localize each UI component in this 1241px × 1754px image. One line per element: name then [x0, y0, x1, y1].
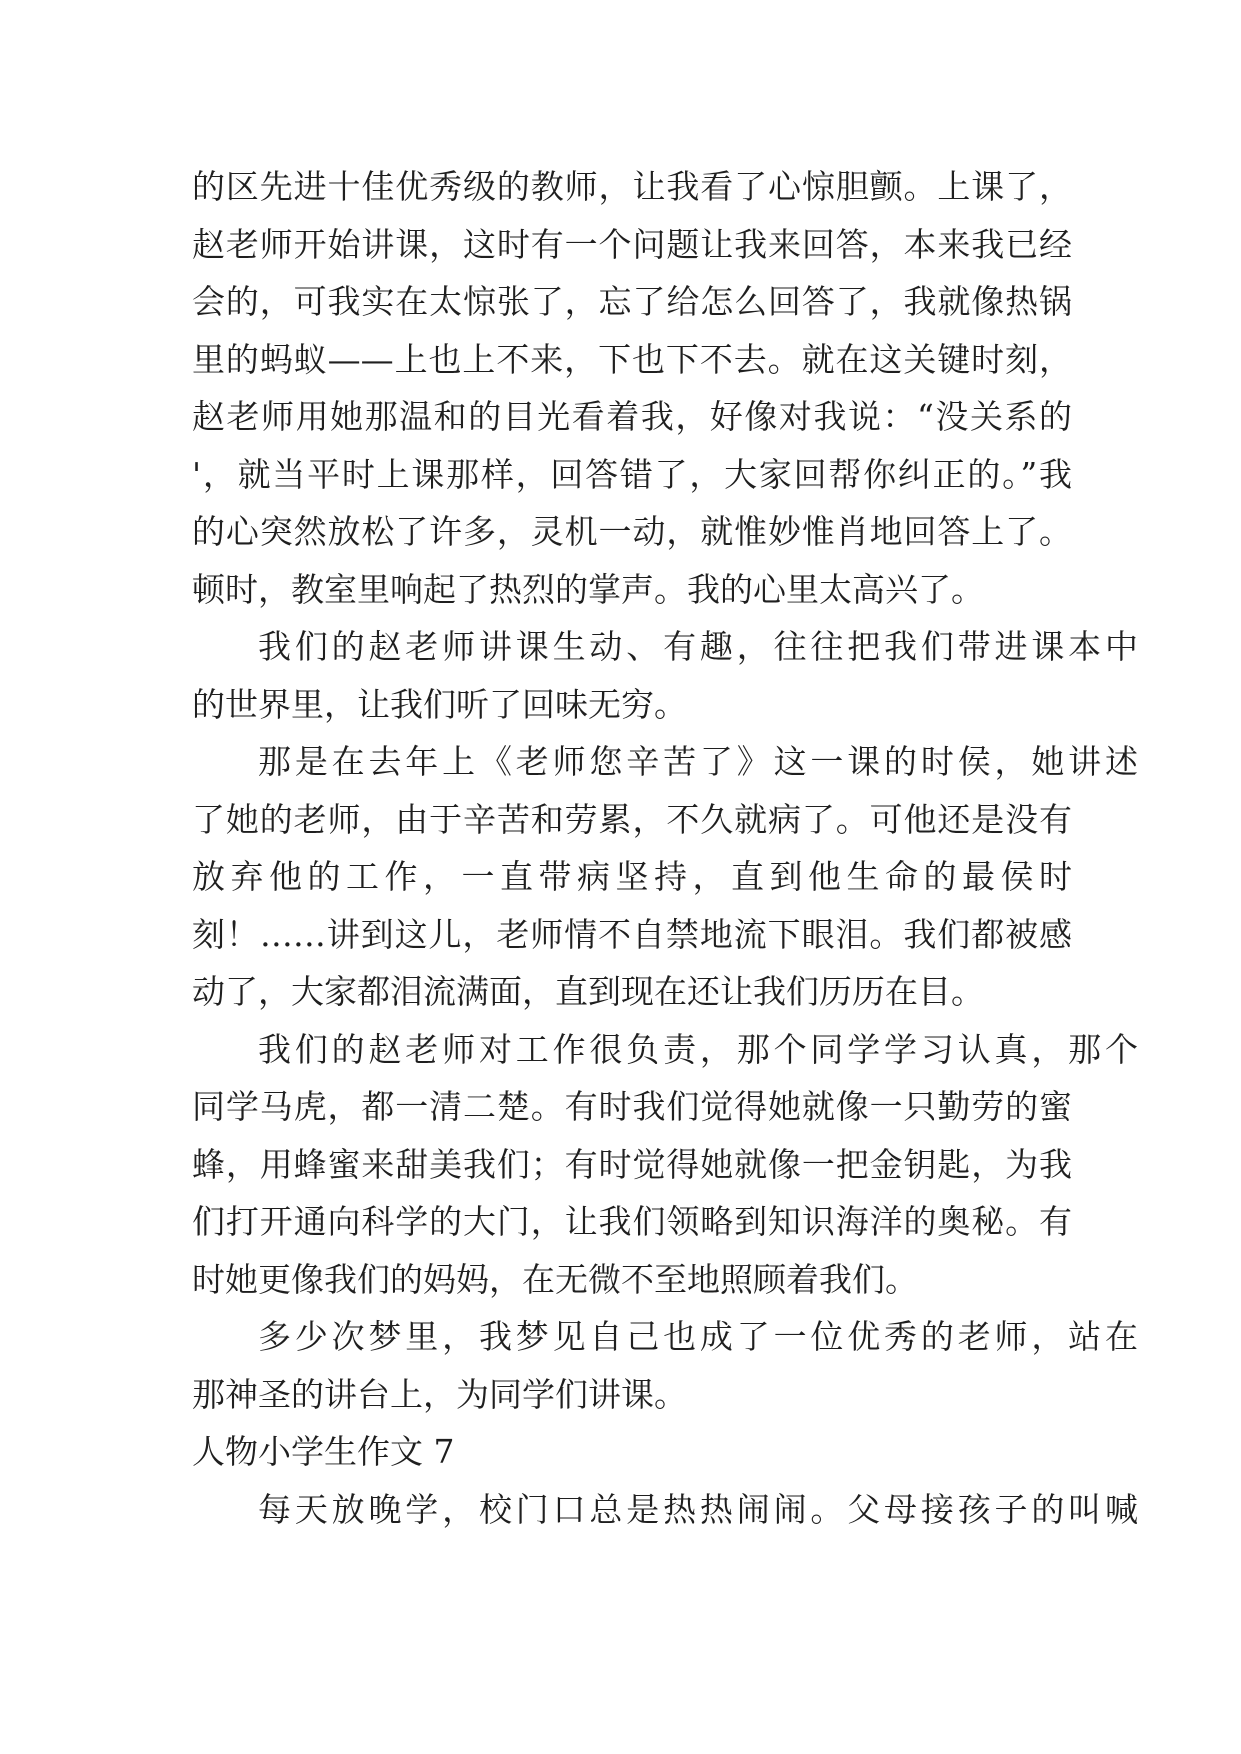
paragraph-first-line: 多少次梦里，我梦见自己也成了一位优秀的老师，站在 [258, 1317, 1138, 1356]
paragraph-first-line: 我们的赵老师对工作很负责，那个同学学习认真，那个 [258, 1030, 1138, 1069]
text-line: 蜂，用蜂蜜来甜美我们；有时觉得她就像一把金钥匙，为我 [192, 1145, 1072, 1184]
text-line: 会的，可我实在太惊张了，忘了给怎么回答了，我就像热锅 [192, 282, 1072, 321]
text-line: 赵老师用她那温和的目光看着我，好像对我说：“没关系的 [192, 397, 1072, 436]
text-line: 赵老师开始讲课，这时有一个问题让我来回答，本来我已经 [192, 225, 1072, 264]
paragraph-first-line: 每天放晚学，校门口总是热热闹闹。父母接孩子的叫喊 [258, 1490, 1138, 1529]
text-line: 里的蚂蚁——上也上不来，下也下不去。就在这关键时刻， [192, 340, 1072, 379]
text-line: '，就当平时上课那样，回答错了，大家回帮你纠正的。”我 [192, 455, 1072, 494]
section-heading: 人物小学生作文 7 [192, 1432, 455, 1471]
text-line: 放弃他的工作，一直带病坚持，直到他生命的最侯时 [192, 857, 1072, 896]
text-line: 那神圣的讲台上，为同学们讲课。 [192, 1375, 687, 1414]
text-line: 的区先进十佳优秀级的教师，让我看了心惊胆颤。上课了， [192, 167, 1072, 206]
paragraph-first-line: 那是在去年上《老师您辛苦了》这一课的时侯，她讲述 [258, 742, 1138, 781]
text-line: 的世界里，让我们听了回味无穷。 [192, 685, 687, 724]
text-line: 时她更像我们的妈妈，在无微不至地照顾着我们。 [192, 1260, 918, 1299]
text-line: 动了，大家都泪流满面，直到现在还让我们历历在目。 [192, 972, 984, 1011]
text-line: 们打开通向科学的大门，让我们领略到知识海洋的奥秘。有 [192, 1202, 1072, 1241]
text-line: 的心突然放松了许多，灵机一动，就惟妙惟肖地回答上了。 [192, 512, 1072, 551]
text-line: 刻！……讲到这儿，老师情不自禁地流下眼泪。我们都被感 [192, 915, 1072, 954]
text-line: 同学马虎，都一清二楚。有时我们觉得她就像一只勤劳的蜜 [192, 1087, 1072, 1126]
text-line: 了她的老师，由于辛苦和劳累，不久就病了。可他还是没有 [192, 800, 1072, 839]
text-line: 顿时，教室里响起了热烈的掌声。我的心里太高兴了。 [192, 570, 984, 609]
paragraph-first-line: 我们的赵老师讲课生动、有趣，往往把我们带进课本中 [258, 627, 1138, 666]
